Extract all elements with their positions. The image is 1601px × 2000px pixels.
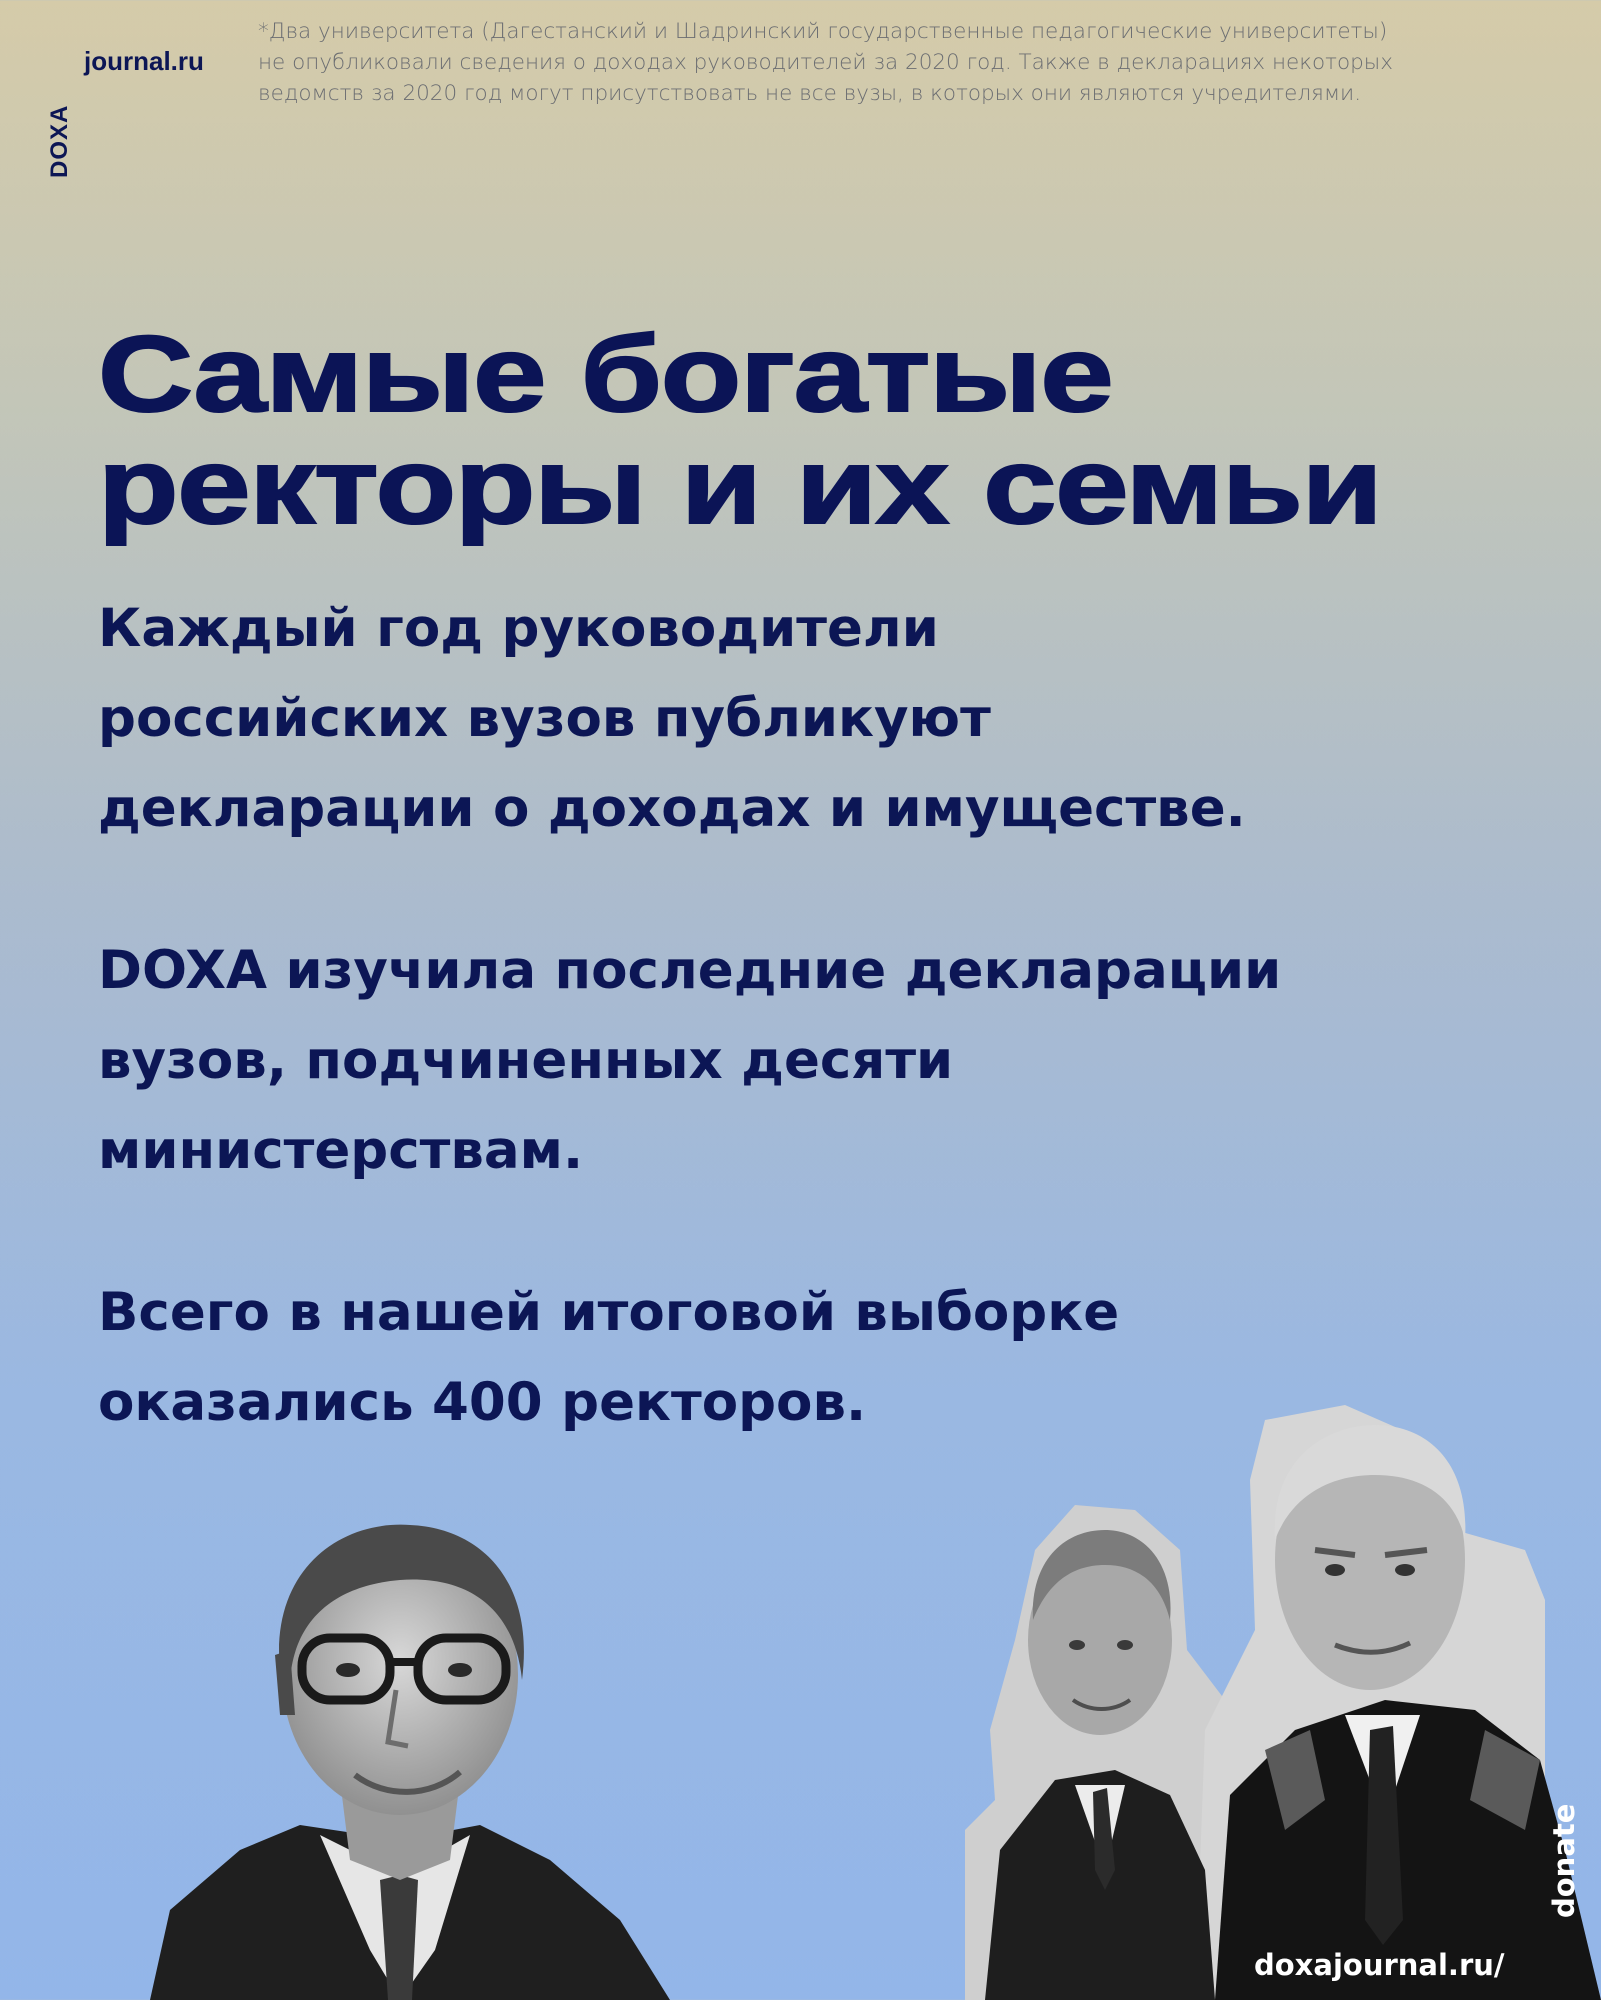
brand-logo: DOXA xyxy=(46,104,73,178)
donate-url[interactable]: doxajournal.ru/ xyxy=(1254,1948,1505,1982)
donate-label[interactable]: donate xyxy=(1547,1803,1581,1918)
sample-paragraph: Всего в нашей итоговой выборке оказались 400 ректоров. xyxy=(98,1282,1120,1433)
footnote: *Два университета (Дагестанский и Шадринский государственные педагогические университеты) не опубликовали сведения о доходах руководителей за 2020 год. Также в декларациях некоторых ведомств за 2020 год могут присутствовать не все вузы, в которых они являются учредителями. xyxy=(258,19,1393,106)
rector-photo-right xyxy=(965,1400,1601,2000)
rector-photo-left xyxy=(150,1480,670,2000)
page-title: Самые богатые ректоры и их семьи xyxy=(98,313,1382,546)
brand-site[interactable]: journal.ru xyxy=(84,46,204,76)
method-paragraph: DOXA изучила последние декларации вузов, подчиненных десяти министерствам. xyxy=(98,940,1282,1181)
intro-paragraph: Каждый год руководители российских вузов публикуют декларации о доходах и имуществе. xyxy=(98,598,1246,839)
